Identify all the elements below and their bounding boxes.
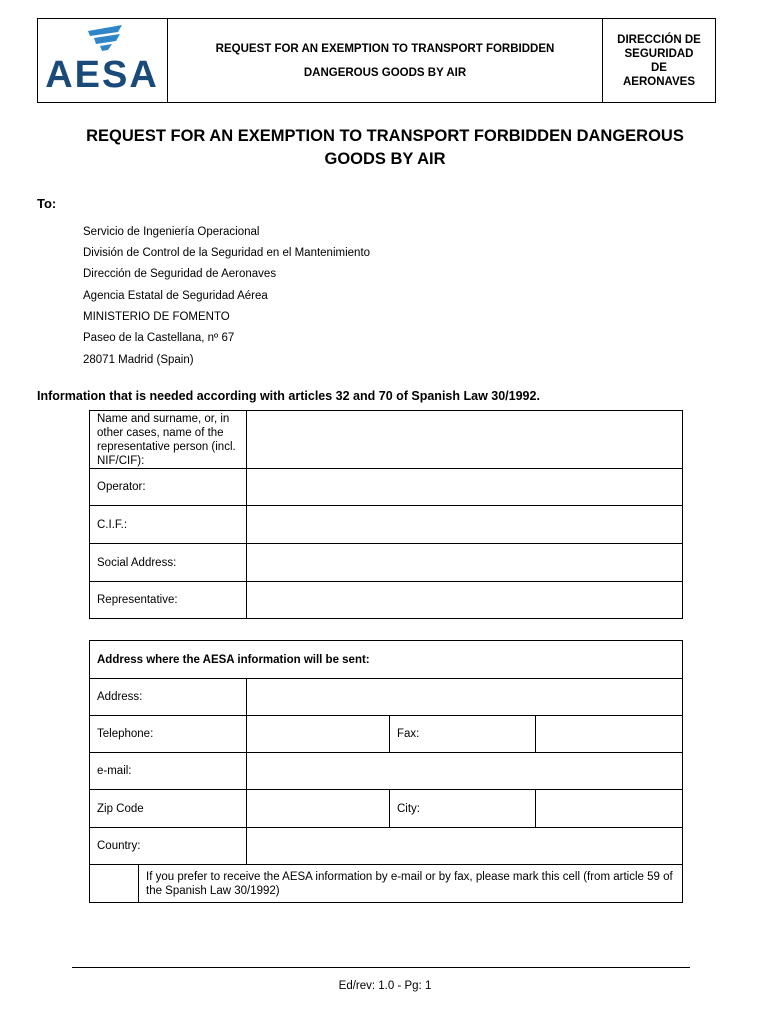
plane-icon	[88, 25, 122, 51]
telephone-field[interactable]	[247, 716, 390, 753]
city-label: City:	[390, 790, 536, 828]
applicant-table	[89, 410, 683, 619]
address-field[interactable]	[247, 679, 683, 716]
fax-label: Fax:	[390, 716, 536, 753]
telephone-label: Telephone:	[90, 716, 247, 753]
preference-checkbox-cell[interactable]	[90, 865, 139, 903]
name-field[interactable]	[247, 411, 683, 469]
preference-note: If you prefer to receive the AESA information by e-mail or by fax, please mark this cell (from article 59 of the Spanish Law 30/1992)	[146, 870, 673, 897]
address-line: MINISTERIO DE FOMENTO	[83, 311, 230, 323]
page-title-line1: REQUEST FOR AN EXEMPTION TO TRANSPORT FORBIDDEN DANGEROUS	[86, 127, 684, 145]
representative-field[interactable]	[247, 582, 683, 619]
representative-label: Representative:	[90, 582, 247, 619]
header-doc-title-line1: REQUEST FOR AN EXEMPTION TO TRANSPORT FORBIDDEN	[215, 42, 555, 55]
address-line: 28071 Madrid (Spain)	[83, 354, 194, 366]
name-label-cell	[90, 411, 247, 469]
page-title-line2: GOODS BY AIR	[324, 150, 446, 168]
logo-cell	[38, 19, 168, 102]
header-doc-title	[168, 19, 603, 102]
header-directorate	[603, 19, 715, 102]
contact-table	[89, 640, 683, 903]
email-field[interactable]	[247, 753, 683, 790]
operator-label: Operator:	[90, 469, 247, 506]
directorate-line: AERONAVES	[623, 75, 695, 88]
document-header	[37, 18, 716, 103]
contact-heading: Address where the AESA information will be sent:	[90, 641, 683, 679]
cif-label: C.I.F.:	[90, 506, 247, 544]
address-line: División de Control de la Seguridad en el Mantenimiento	[83, 247, 371, 259]
directorate-line: SEGURIDAD	[624, 47, 694, 60]
directorate-line: DE	[651, 61, 667, 74]
city-field[interactable]	[536, 790, 683, 828]
address-line: Agencia Estatal de Seguridad Aérea	[83, 290, 268, 302]
country-field[interactable]	[247, 828, 683, 865]
to-label: To:	[37, 196, 57, 211]
zip-field[interactable]	[247, 790, 390, 828]
address-line: Dirección de Seguridad de Aeronaves	[83, 268, 277, 280]
operator-field[interactable]	[247, 469, 683, 506]
preference-note-cell	[139, 865, 683, 903]
directorate-line: DIRECCIÓN DE	[617, 33, 701, 46]
header-doc-title-line2: DANGEROUS GOODS BY AIR	[303, 66, 467, 79]
social-address-field[interactable]	[247, 544, 683, 582]
aesa-logo	[38, 19, 168, 104]
zip-label: Zip Code	[90, 790, 247, 828]
page-title	[40, 125, 730, 171]
fax-field[interactable]	[536, 716, 683, 753]
address-label: Address:	[90, 679, 247, 716]
email-label: e-mail:	[90, 753, 247, 790]
address-line: Paseo de la Castellana, nº 67	[83, 332, 235, 344]
name-label: Name and surname, or, in other cases, name of the representative person (incl. NIF/CIF):	[97, 412, 236, 467]
footer-divider	[72, 967, 690, 968]
address-line: Servicio de Ingeniería Operacional	[83, 226, 260, 238]
logo-text: AESA	[45, 54, 159, 96]
info-heading: Information that is needed according with articles 32 and 70 of Spanish Law 30/1992.	[37, 389, 540, 403]
social-address-label: Social Address:	[90, 544, 247, 582]
country-label: Country:	[90, 828, 247, 865]
cif-field[interactable]	[247, 506, 683, 544]
footer-page-info: Ed/rev: 1.0 - Pg: 1	[338, 980, 432, 992]
